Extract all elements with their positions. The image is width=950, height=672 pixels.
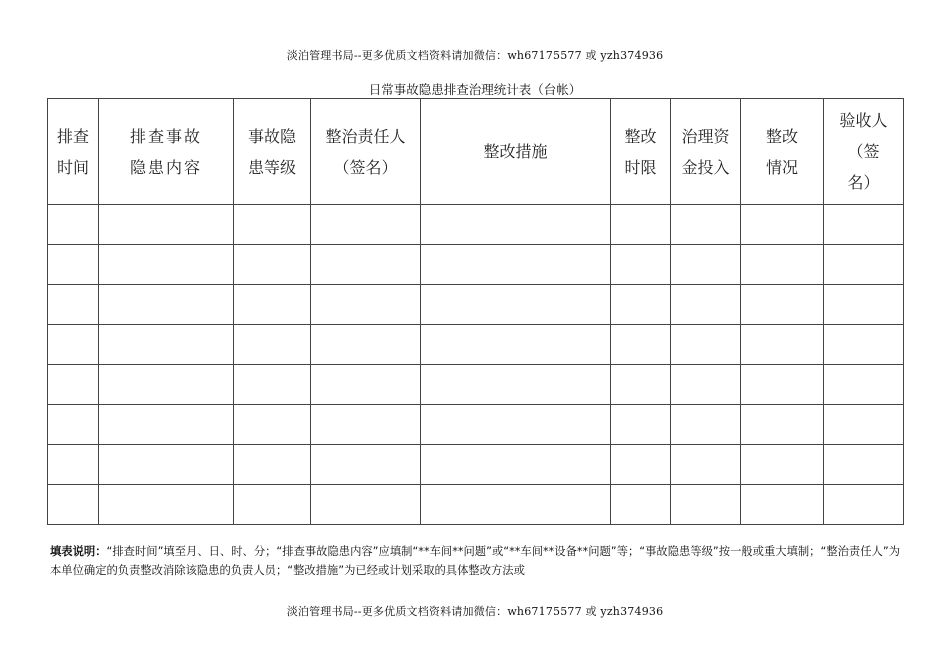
table-cell[interactable] <box>234 285 311 325</box>
fill-instructions-label: 填表说明： <box>50 545 107 558</box>
table-cell[interactable] <box>99 245 234 285</box>
col-header-deadline <box>611 99 671 205</box>
table-cell[interactable] <box>311 485 421 525</box>
table-row <box>48 245 904 285</box>
table-cell[interactable] <box>311 365 421 405</box>
col-header-line: （签名） <box>333 157 398 177</box>
col-header-line: 验收人 <box>839 111 888 130</box>
table-cell[interactable] <box>741 365 824 405</box>
table-cell[interactable] <box>421 325 611 365</box>
table-cell[interactable] <box>48 485 99 525</box>
col-header-line: 整改 <box>624 126 657 146</box>
page-header: 淡泊管理书局--更多优质文档资料请加微信：wh67175577 或 yzh374936 <box>286 49 664 62</box>
table-cell[interactable] <box>99 205 234 245</box>
col-header-line: 治理资 <box>681 126 730 146</box>
header-row <box>48 99 904 205</box>
col-header-line: 整改 <box>765 126 798 146</box>
table-cell[interactable] <box>234 405 311 445</box>
table-cell[interactable] <box>99 325 234 365</box>
col-header-line: 名） <box>847 173 880 192</box>
col-header-rectification-measures <box>421 99 611 205</box>
table-cell[interactable] <box>48 285 99 325</box>
col-header-hazard-content <box>99 99 234 205</box>
table-cell[interactable] <box>311 445 421 485</box>
table-cell[interactable] <box>611 325 671 365</box>
table-cell[interactable] <box>99 445 234 485</box>
table-cell[interactable] <box>824 325 904 365</box>
table-cell[interactable] <box>311 205 421 245</box>
table-cell[interactable] <box>234 445 311 485</box>
table-cell[interactable] <box>611 365 671 405</box>
table-row <box>48 285 904 325</box>
table-cell[interactable] <box>99 285 234 325</box>
table-cell[interactable] <box>311 325 421 365</box>
table-cell[interactable] <box>234 205 311 245</box>
table-cell[interactable] <box>611 485 671 525</box>
table-row <box>48 445 904 485</box>
table-cell[interactable] <box>311 405 421 445</box>
table-cell[interactable] <box>611 205 671 245</box>
table-cell[interactable] <box>421 405 611 445</box>
table-cell[interactable] <box>671 485 741 525</box>
table-cell[interactable] <box>741 205 824 245</box>
table-cell[interactable] <box>824 285 904 325</box>
table-cell[interactable] <box>99 405 234 445</box>
col-header-line: （签 <box>847 142 880 161</box>
hazard-ledger-table <box>47 98 904 525</box>
table-row <box>48 365 904 405</box>
col-header-status <box>741 99 824 205</box>
table-cell[interactable] <box>234 245 311 285</box>
table-cell[interactable] <box>671 285 741 325</box>
table-cell[interactable] <box>48 205 99 245</box>
col-header-line: 排查事故 <box>129 126 202 146</box>
table-cell[interactable] <box>824 405 904 445</box>
col-header-inspection-time <box>48 99 99 205</box>
col-header-line: 时间 <box>56 157 89 177</box>
page-footer: 淡泊管理书局--更多优质文档资料请加微信：wh67175577 或 yzh374936 <box>286 605 664 618</box>
table-cell[interactable] <box>48 445 99 485</box>
table-cell[interactable] <box>421 285 611 325</box>
table-cell[interactable] <box>48 325 99 365</box>
table-cell[interactable] <box>824 445 904 485</box>
table-cell[interactable] <box>421 205 611 245</box>
table-cell[interactable] <box>611 245 671 285</box>
table-cell[interactable] <box>48 245 99 285</box>
table-row <box>48 325 904 365</box>
col-header-line: 时限 <box>624 157 657 177</box>
table-cell[interactable] <box>741 485 824 525</box>
table-cell[interactable] <box>311 285 421 325</box>
table-cell[interactable] <box>421 485 611 525</box>
table-cell[interactable] <box>671 365 741 405</box>
table-cell[interactable] <box>421 245 611 285</box>
table-cell[interactable] <box>611 285 671 325</box>
col-header-line: 整改措施 <box>483 142 548 161</box>
col-header-funding <box>671 99 741 205</box>
table-cell[interactable] <box>741 285 824 325</box>
table-cell[interactable] <box>824 205 904 245</box>
table-cell[interactable] <box>421 365 611 405</box>
col-header-line: 排查 <box>56 126 89 146</box>
col-header-responsible-person <box>311 99 421 205</box>
col-header-line: 情况 <box>765 157 798 177</box>
table-cell[interactable] <box>234 365 311 405</box>
table-cell[interactable] <box>741 445 824 485</box>
col-header-line: 隐患内容 <box>129 157 202 177</box>
table-cell[interactable] <box>741 245 824 285</box>
table-cell[interactable] <box>234 325 311 365</box>
table-cell[interactable] <box>99 485 234 525</box>
table-cell[interactable] <box>311 245 421 285</box>
table-cell[interactable] <box>741 325 824 365</box>
table-cell[interactable] <box>611 405 671 445</box>
table-cell[interactable] <box>824 245 904 285</box>
table-cell[interactable] <box>48 405 99 445</box>
fill-instructions <box>50 542 900 580</box>
col-header-hazard-level <box>234 99 311 205</box>
col-header-line: 整治责任人 <box>325 126 406 146</box>
table-row <box>48 205 904 245</box>
table-cell[interactable] <box>671 205 741 245</box>
table-cell[interactable] <box>671 445 741 485</box>
table-cell[interactable] <box>671 245 741 285</box>
table-cell[interactable] <box>234 485 311 525</box>
table-cell[interactable] <box>741 405 824 445</box>
col-header-line: 患等级 <box>247 157 296 177</box>
table-cell[interactable] <box>611 445 671 485</box>
table-row <box>48 405 904 445</box>
table-cell[interactable] <box>824 365 904 405</box>
fill-instructions-text: “排查时间”填至月、日、时、分；“排查事故隐患内容”应填制“**车间**问题”或“**车间**设备**问题”等；“事故隐患等级”按一般或重大填制；“整治责任人”为本单位确定的负责整改消除该隐患的负责人员；“整改措施”为已经或计划采取的具体整改方法或 <box>50 545 900 577</box>
table-cell[interactable] <box>421 445 611 485</box>
table-cell[interactable] <box>99 365 234 405</box>
table-cell[interactable] <box>671 325 741 365</box>
table-row <box>48 485 904 525</box>
col-header-acceptor <box>824 99 904 205</box>
table-cell[interactable] <box>48 365 99 405</box>
col-header-line: 金投入 <box>681 157 730 177</box>
table-cell[interactable] <box>824 485 904 525</box>
table-cell[interactable] <box>671 405 741 445</box>
col-header-line: 事故隐 <box>247 126 296 146</box>
table-title: 日常事故隐患排查治理统计表（台帐） <box>368 82 582 97</box>
